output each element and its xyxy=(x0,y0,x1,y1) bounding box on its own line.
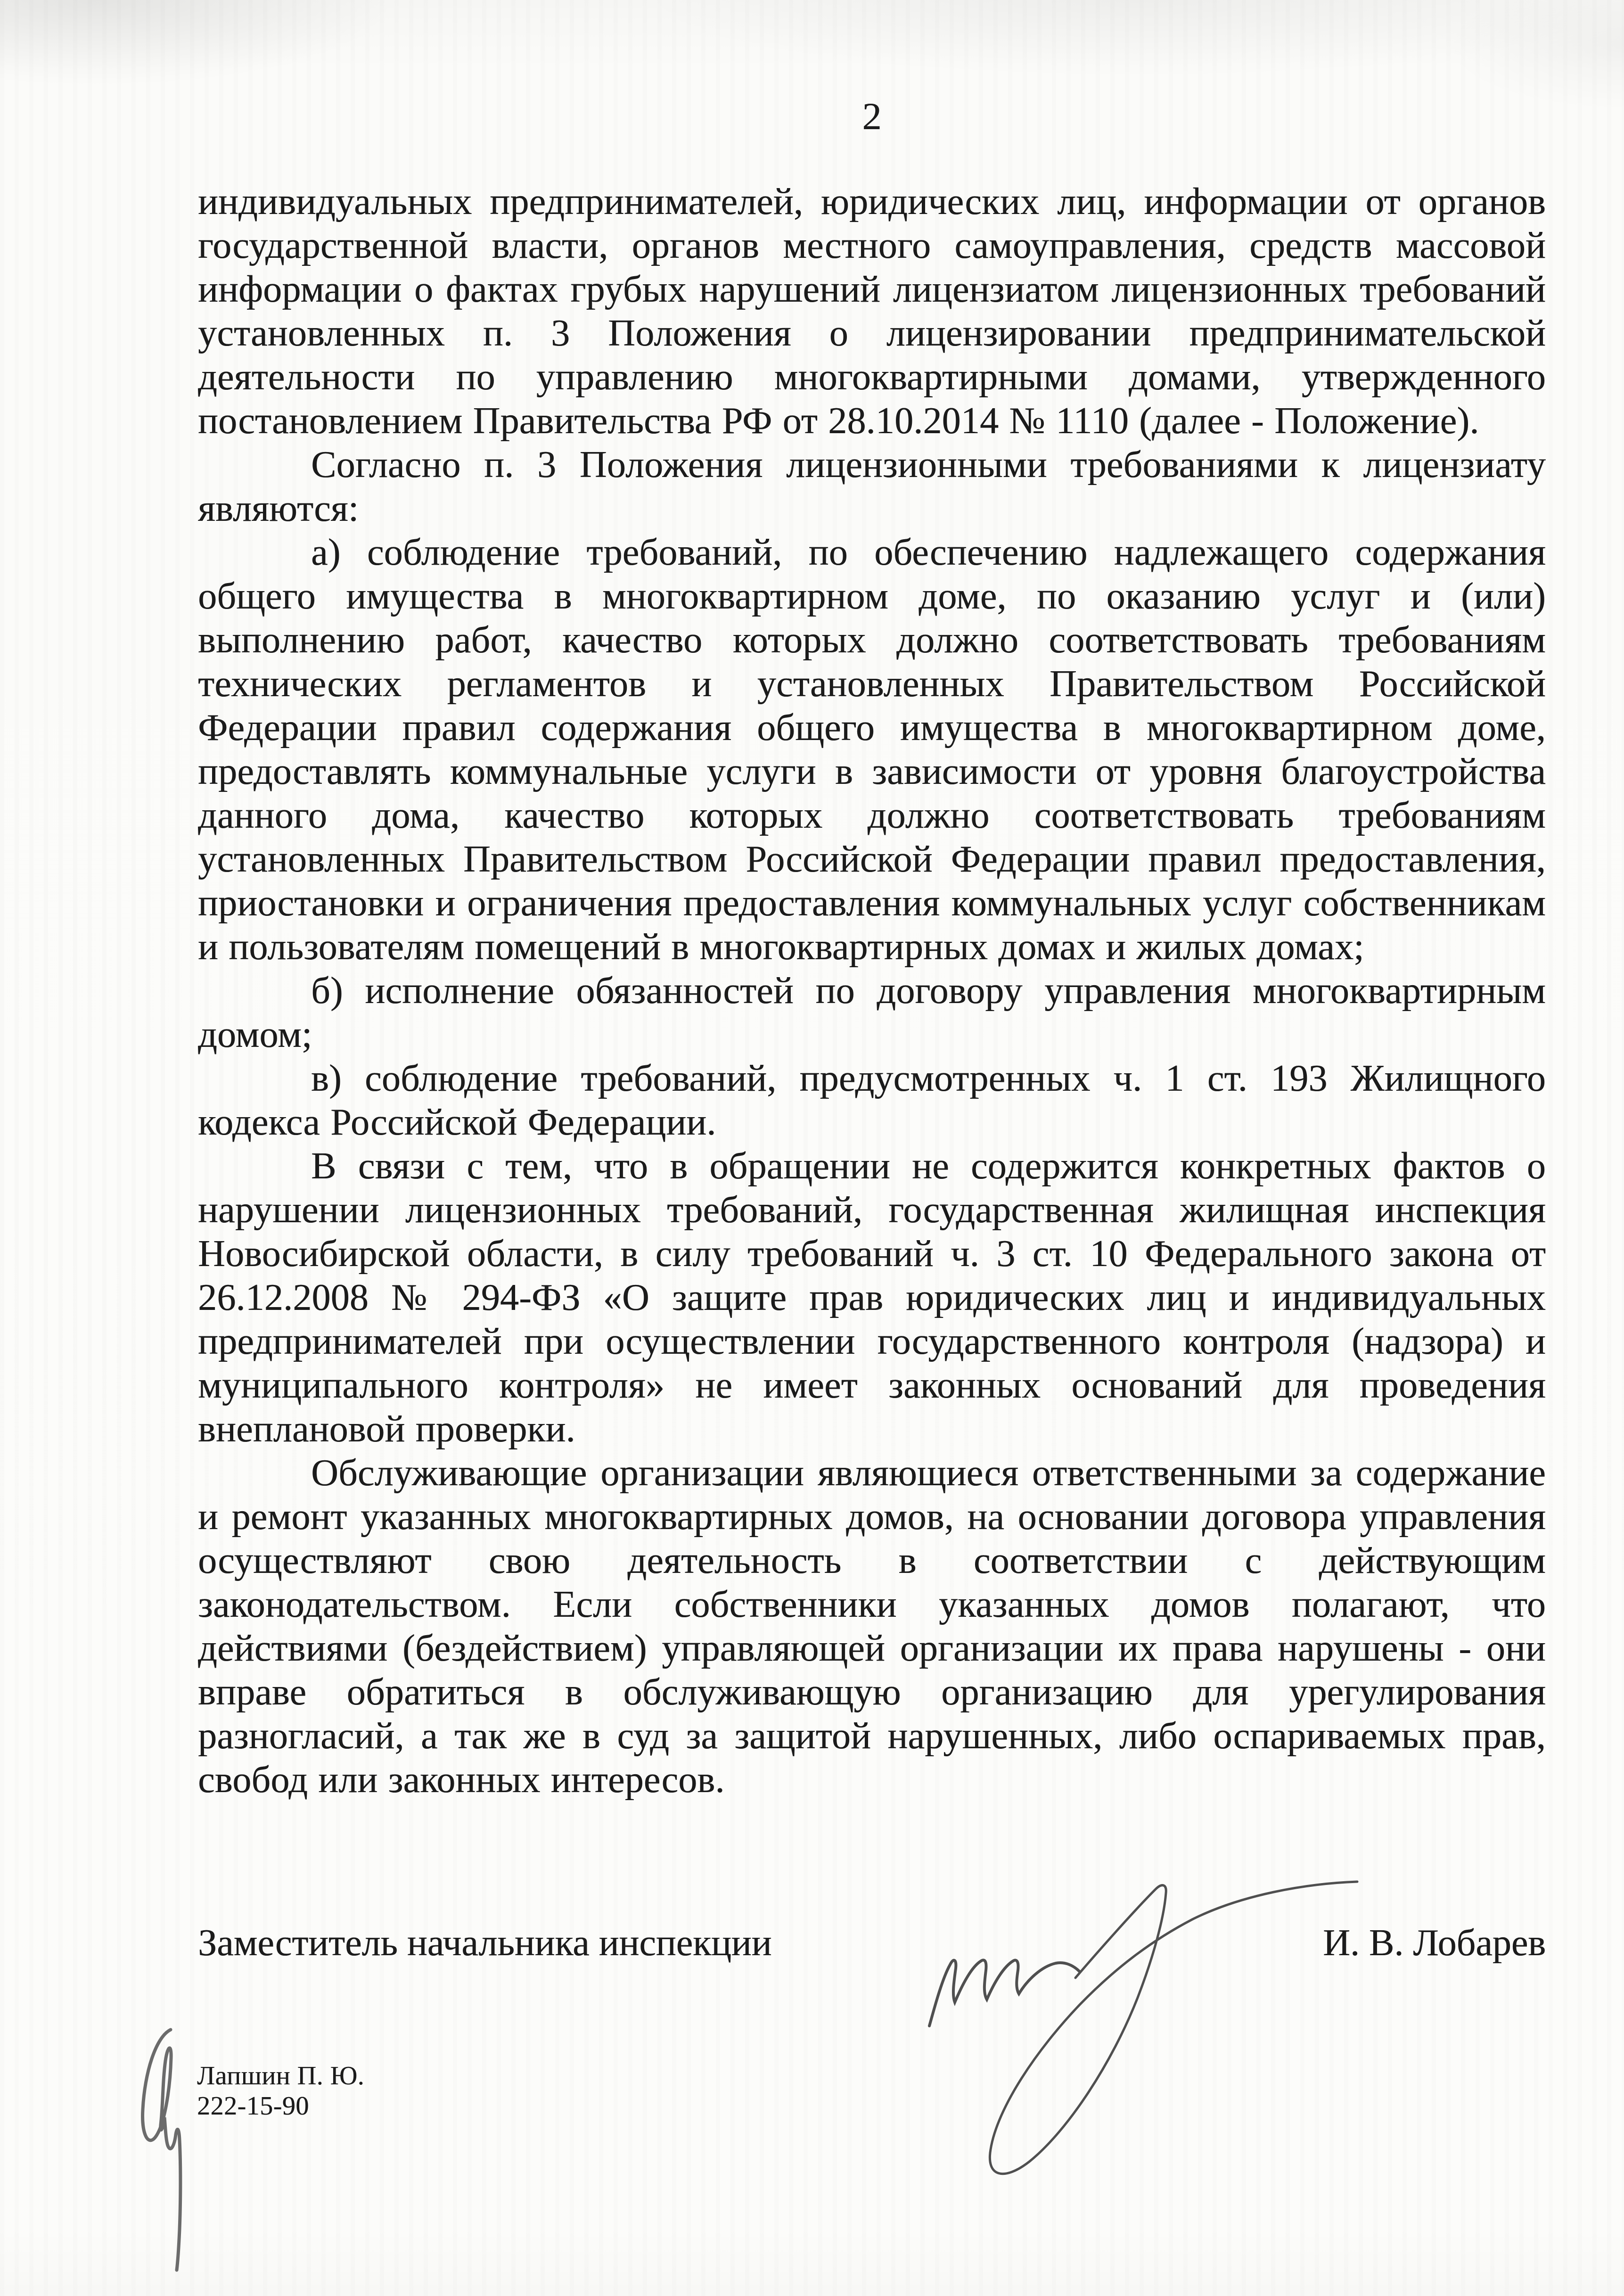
page-number: 2 xyxy=(862,95,882,138)
paragraph: Согласно п. 3 Положения лицензионными требованиями к лицензиату являются: xyxy=(198,444,1546,529)
paragraph: В связи с тем, что в обращении не содержится конкретных фактов о нарушении лицензионных требований, государственная жилищная инспекция Новосибирской области, в силу требований ч. 3 ст. 10 Федерального закона от 26.12.2008 № 294-ФЗ «О защите прав юридических лиц и индивидуальных предпринимателей при осуществлении государственного контроля (надзора) и муниципального контроля» не имеет законных оснований для проведения внеплановой проверки. xyxy=(198,1145,1546,1450)
signature-stroke xyxy=(929,1960,1079,2026)
paragraph: Обслуживающие организации являющиеся ответственными за содержание и ремонт указанных многоквартирных домов, на основании договора управления осуществляют свою деятельность в соответствии с действующим законодательством. Если собственники указанных домов полагают, что действиями (бездействием) управляющей организации их права нарушены - они вправе обратиться в обслуживающую организацию для урегулирования разногласий, а так же в суд за защитой нарушенных, либо оспариваемых прав, свобод или законных интересов. xyxy=(198,1452,1546,1801)
paragraph: б) исполнение обязанностей по договору управления многоквартирным домом; xyxy=(198,970,1546,1055)
letter-body xyxy=(198,180,1546,1802)
signer-title: Заместитель начальника инспекции xyxy=(198,1922,772,1964)
signature-row xyxy=(198,1921,1546,1965)
signer-name: И. В. Лобарев xyxy=(1323,1922,1546,1964)
paragraph: а) соблюдение требований, по обеспечению надлежащего содержания общего имущества в многоквартирном доме, по оказанию услуг и (или) выполнению работ, качество которых должно соответствовать требованиям технических регламентов и установленных Правительством Российской Федерации правил содержания общего имущества в многоквартирном доме, предоставлять коммунальные услуги в зависимости от уровня благоустройства данного дома, качество которых должно соответствовать требованиям установленных Правительством Российской Федерации правил предоставления, приостановки и ограничения предоставления коммунальных услуг собственникам и пользователям помещений в многоквартирных домах и жилых домах; xyxy=(198,532,1546,968)
executor-phone: 222-15-90 xyxy=(197,2091,309,2121)
executor-name: Лапшин П. Ю. xyxy=(197,2061,365,2090)
paragraph: индивидуальных предпринимателей, юридических лиц, информации от органов государственной власти, органов местного самоуправления, средств массовой информации о фактах грубых нарушений лицензиатом лицензионных требований установленных п. 3 Положения о лицензировании предпринимательской деятельности по управлению многоквартирными домами, утвержденного постановлением Правительства РФ от 28.10.2014 № 1110 (далее - Положение). xyxy=(198,181,1546,442)
executor-note xyxy=(197,2061,364,2121)
paragraph: в) соблюдение требований, предусмотренных ч. 1 ст. 193 Жилищного кодекса Российской Федерации. xyxy=(198,1058,1546,1143)
paraph-stroke xyxy=(143,2030,180,2270)
